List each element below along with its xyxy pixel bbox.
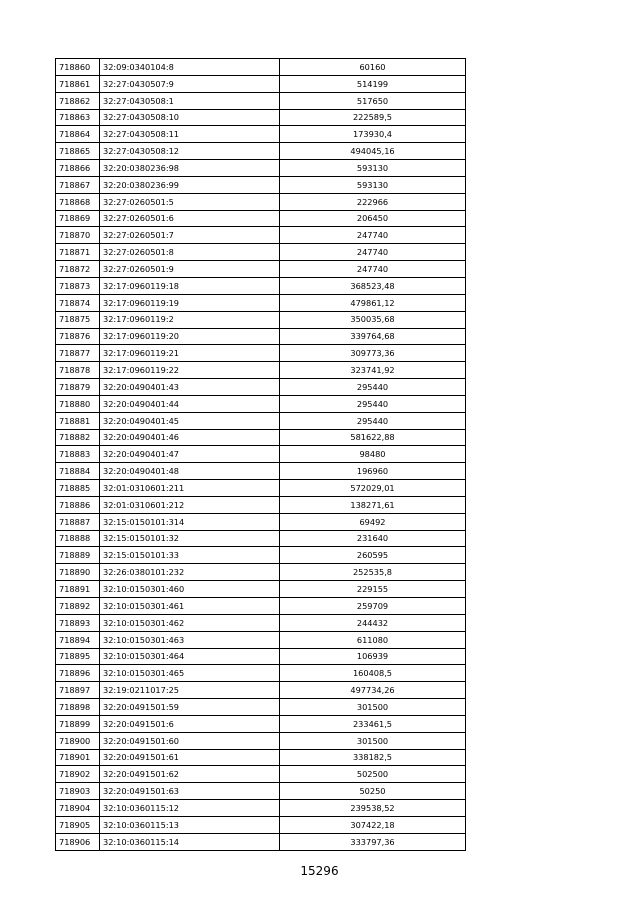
row-id-cell: 718902 [56, 766, 100, 783]
value-cell: 247740 [280, 244, 466, 261]
cadastral-number-cell: 32:27:0260501:9 [100, 261, 280, 278]
table-row [56, 311, 466, 328]
value-cell: 497734,26 [280, 682, 466, 699]
table-row [56, 648, 466, 665]
value-cell: 160408,5 [280, 665, 466, 682]
cadastral-number-cell: 32:27:0260501:5 [100, 193, 280, 210]
value-cell: 222966 [280, 193, 466, 210]
cadastral-number-cell: 32:17:0960119:18 [100, 277, 280, 294]
row-id-cell: 718880 [56, 395, 100, 412]
cadastral-number-cell: 32:10:0150301:463 [100, 631, 280, 648]
table-body [56, 59, 466, 851]
value-cell: 98480 [280, 446, 466, 463]
cadastral-number-cell: 32:26:0380101:232 [100, 564, 280, 581]
value-cell: 514199 [280, 75, 466, 92]
table-row [56, 379, 466, 396]
cadastral-number-cell: 32:20:0491501:63 [100, 783, 280, 800]
table-row [56, 496, 466, 513]
cadastral-number-cell: 32:10:0150301:465 [100, 665, 280, 682]
cadastral-number-cell: 32:19:0211017:25 [100, 682, 280, 699]
cadastral-number-cell: 32:01:0310601:212 [100, 496, 280, 513]
table-row [56, 277, 466, 294]
value-cell: 295440 [280, 412, 466, 429]
cadastral-number-cell: 32:10:0150301:460 [100, 581, 280, 598]
value-cell: 593130 [280, 160, 466, 177]
value-cell: 239538,52 [280, 800, 466, 817]
row-id-cell: 718861 [56, 75, 100, 92]
value-cell: 247740 [280, 261, 466, 278]
value-cell: 244432 [280, 614, 466, 631]
row-id-cell: 718873 [56, 277, 100, 294]
value-cell: 247740 [280, 227, 466, 244]
cadastral-number-cell: 32:20:0490401:43 [100, 379, 280, 396]
cadastral-number-cell: 32:20:0490401:44 [100, 395, 280, 412]
cadastral-number-cell: 32:17:0960119:19 [100, 294, 280, 311]
value-cell: 338182,5 [280, 749, 466, 766]
row-id-cell: 718874 [56, 294, 100, 311]
table-row [56, 631, 466, 648]
row-id-cell: 718894 [56, 631, 100, 648]
cadastral-number-cell: 32:27:0430508:11 [100, 126, 280, 143]
row-id-cell: 718904 [56, 800, 100, 817]
row-id-cell: 718899 [56, 715, 100, 732]
cadastral-number-cell: 32:20:0380236:99 [100, 176, 280, 193]
table-row [56, 109, 466, 126]
row-id-cell: 718866 [56, 160, 100, 177]
row-id-cell: 718893 [56, 614, 100, 631]
value-cell: 333797,36 [280, 833, 466, 850]
value-cell: 339764,68 [280, 328, 466, 345]
row-id-cell: 718886 [56, 496, 100, 513]
row-id-cell: 718896 [56, 665, 100, 682]
cadastral-number-cell: 32:15:0150101:33 [100, 547, 280, 564]
row-id-cell: 718868 [56, 193, 100, 210]
table-row [56, 176, 466, 193]
cadastral-number-cell: 32:01:0310601:211 [100, 480, 280, 497]
row-id-cell: 718905 [56, 816, 100, 833]
cadastral-number-cell: 32:17:0960119:21 [100, 345, 280, 362]
table-row [56, 581, 466, 598]
value-cell: 50250 [280, 783, 466, 800]
table-row [56, 244, 466, 261]
table-row [56, 699, 466, 716]
value-cell: 309773,36 [280, 345, 466, 362]
value-cell: 173930,4 [280, 126, 466, 143]
value-cell: 295440 [280, 379, 466, 396]
value-cell: 138271,61 [280, 496, 466, 513]
row-id-cell: 718885 [56, 480, 100, 497]
row-id-cell: 718877 [56, 345, 100, 362]
value-cell: 259709 [280, 598, 466, 615]
cadastral-number-cell: 32:27:0260501:7 [100, 227, 280, 244]
cadastral-number-cell: 32:17:0960119:20 [100, 328, 280, 345]
table-row [56, 614, 466, 631]
value-cell: 260595 [280, 547, 466, 564]
row-id-cell: 718871 [56, 244, 100, 261]
cadastral-number-cell: 32:27:0430507:9 [100, 75, 280, 92]
cadastral-number-cell: 32:10:0150301:462 [100, 614, 280, 631]
row-id-cell: 718883 [56, 446, 100, 463]
value-cell: 206450 [280, 210, 466, 227]
row-id-cell: 718898 [56, 699, 100, 716]
value-cell: 301500 [280, 732, 466, 749]
value-cell: 581622,88 [280, 429, 466, 446]
cadastral-number-cell: 32:27:0430508:10 [100, 109, 280, 126]
cadastral-number-cell: 32:27:0430508:12 [100, 143, 280, 160]
table-row [56, 294, 466, 311]
table-row [56, 665, 466, 682]
value-cell: 307422,18 [280, 816, 466, 833]
row-id-cell: 718892 [56, 598, 100, 615]
row-id-cell: 718887 [56, 513, 100, 530]
row-id-cell: 718862 [56, 92, 100, 109]
cadastral-number-cell: 32:20:0491501:6 [100, 715, 280, 732]
row-id-cell: 718879 [56, 379, 100, 396]
table-row [56, 715, 466, 732]
cadastral-number-cell: 32:10:0360115:13 [100, 816, 280, 833]
table-row [56, 732, 466, 749]
table-row [56, 160, 466, 177]
table-row [56, 833, 466, 850]
row-id-cell: 718860 [56, 59, 100, 76]
table-row [56, 480, 466, 497]
value-cell: 106939 [280, 648, 466, 665]
page-number: 15296 [300, 864, 339, 878]
value-cell: 295440 [280, 395, 466, 412]
table-row [56, 143, 466, 160]
cadastral-number-cell: 32:20:0491501:60 [100, 732, 280, 749]
row-id-cell: 718895 [56, 648, 100, 665]
table-row [56, 749, 466, 766]
table-row [56, 210, 466, 227]
value-cell: 222589,5 [280, 109, 466, 126]
row-id-cell: 718875 [56, 311, 100, 328]
row-id-cell: 718900 [56, 732, 100, 749]
cadastral-number-cell: 32:20:0490401:45 [100, 412, 280, 429]
row-id-cell: 718867 [56, 176, 100, 193]
table-row [56, 766, 466, 783]
row-id-cell: 718901 [56, 749, 100, 766]
row-id-cell: 718881 [56, 412, 100, 429]
cadastral-number-cell: 32:20:0490401:48 [100, 463, 280, 480]
table-row [56, 783, 466, 800]
cadastral-number-cell: 32:10:0360115:14 [100, 833, 280, 850]
value-cell: 231640 [280, 530, 466, 547]
cadastral-number-cell: 32:20:0490401:47 [100, 446, 280, 463]
table-row [56, 362, 466, 379]
value-cell: 611080 [280, 631, 466, 648]
row-id-cell: 718903 [56, 783, 100, 800]
cadastral-number-cell: 32:20:0491501:62 [100, 766, 280, 783]
row-id-cell: 718878 [56, 362, 100, 379]
table-row [56, 463, 466, 480]
value-cell: 368523,48 [280, 277, 466, 294]
table-row [56, 530, 466, 547]
table-row [56, 598, 466, 615]
row-id-cell: 718889 [56, 547, 100, 564]
cadastral-number-cell: 32:10:0150301:464 [100, 648, 280, 665]
table-row [56, 446, 466, 463]
cadastral-number-cell: 32:20:0491501:61 [100, 749, 280, 766]
cadastral-number-cell: 32:09:0340104:8 [100, 59, 280, 76]
table-row [56, 261, 466, 278]
row-id-cell: 718891 [56, 581, 100, 598]
table-row [56, 564, 466, 581]
cadastral-number-cell: 32:17:0960119:22 [100, 362, 280, 379]
value-cell: 502500 [280, 766, 466, 783]
value-cell: 69492 [280, 513, 466, 530]
value-cell: 323741,92 [280, 362, 466, 379]
table-row [56, 682, 466, 699]
table-row [56, 126, 466, 143]
row-id-cell: 718876 [56, 328, 100, 345]
value-cell: 301500 [280, 699, 466, 716]
table-row [56, 547, 466, 564]
table-row [56, 75, 466, 92]
cadastral-number-cell: 32:10:0360115:12 [100, 800, 280, 817]
row-id-cell: 718884 [56, 463, 100, 480]
cadastral-number-cell: 32:17:0960119:2 [100, 311, 280, 328]
value-cell: 229155 [280, 581, 466, 598]
value-cell: 233461,5 [280, 715, 466, 732]
row-id-cell: 718882 [56, 429, 100, 446]
value-cell: 494045,16 [280, 143, 466, 160]
table-row [56, 429, 466, 446]
value-cell: 517650 [280, 92, 466, 109]
table-row [56, 193, 466, 210]
value-cell: 350035,68 [280, 311, 466, 328]
value-cell: 593130 [280, 176, 466, 193]
table-row [56, 412, 466, 429]
row-id-cell: 718863 [56, 109, 100, 126]
value-cell: 479861,12 [280, 294, 466, 311]
table-row [56, 513, 466, 530]
table-row [56, 227, 466, 244]
row-id-cell: 718897 [56, 682, 100, 699]
table-row [56, 395, 466, 412]
row-id-cell: 718869 [56, 210, 100, 227]
row-id-cell: 718872 [56, 261, 100, 278]
table-row [56, 59, 466, 76]
table-row [56, 800, 466, 817]
value-cell: 252535,8 [280, 564, 466, 581]
row-id-cell: 718870 [56, 227, 100, 244]
cadastral-number-cell: 32:20:0490401:46 [100, 429, 280, 446]
value-cell: 60160 [280, 59, 466, 76]
data-table [55, 58, 466, 851]
cadastral-number-cell: 32:15:0150101:314 [100, 513, 280, 530]
cadastral-number-cell: 32:20:0491501:59 [100, 699, 280, 716]
cadastral-number-cell: 32:27:0260501:8 [100, 244, 280, 261]
cadastral-number-cell: 32:27:0430508:1 [100, 92, 280, 109]
cadastral-number-cell: 32:10:0150301:461 [100, 598, 280, 615]
cadastral-number-cell: 32:27:0260501:6 [100, 210, 280, 227]
value-cell: 572029,01 [280, 480, 466, 497]
cadastral-number-cell: 32:15:0150101:32 [100, 530, 280, 547]
value-cell: 196960 [280, 463, 466, 480]
row-id-cell: 718864 [56, 126, 100, 143]
table-row [56, 345, 466, 362]
cadastral-number-cell: 32:20:0380236:98 [100, 160, 280, 177]
row-id-cell: 718865 [56, 143, 100, 160]
table-row [56, 92, 466, 109]
row-id-cell: 718906 [56, 833, 100, 850]
row-id-cell: 718888 [56, 530, 100, 547]
table-row [56, 328, 466, 345]
table-row [56, 816, 466, 833]
row-id-cell: 718890 [56, 564, 100, 581]
